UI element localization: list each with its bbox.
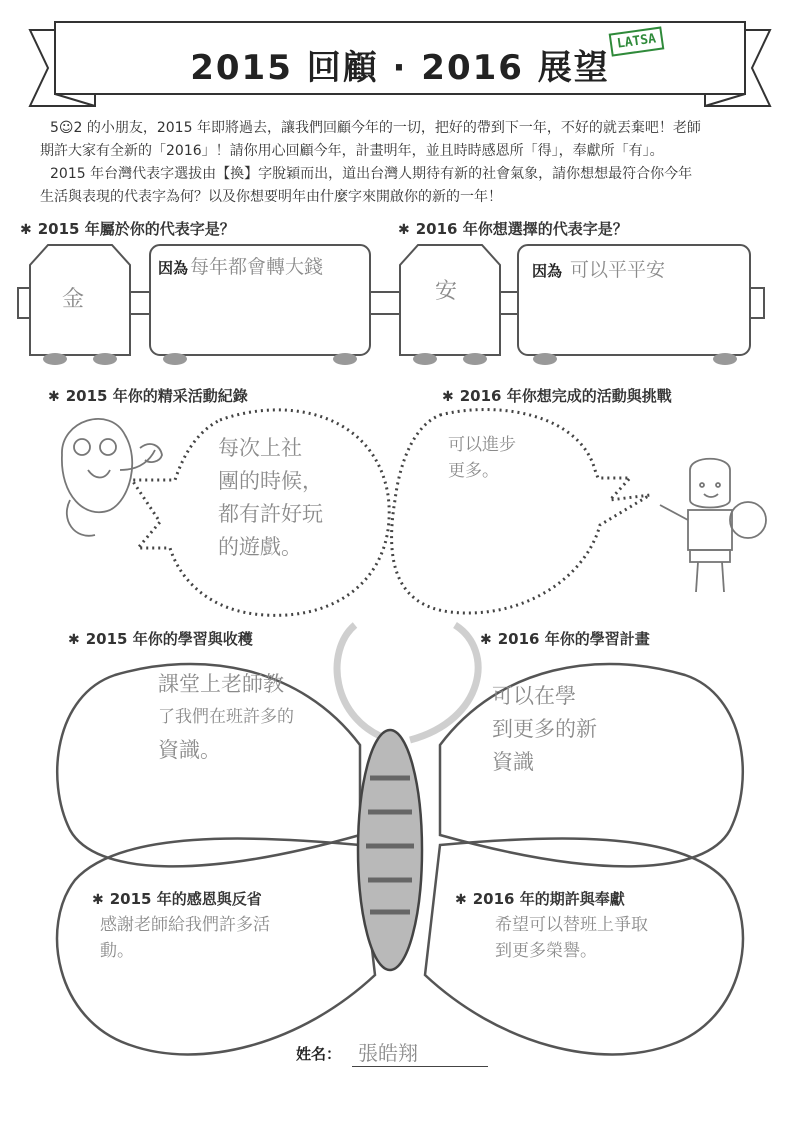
answer-line: 到更多榮譽。 <box>495 941 597 961</box>
section-hope-2016 <box>455 888 625 909</box>
section-label: 2015 年的感恩與反省 <box>109 890 262 908</box>
section-label: 2016 年你想完成的活動與挑戰 <box>459 387 672 405</box>
learning-2015-answer <box>158 668 294 767</box>
section-label: 2015 年屬於你的代表字是？ <box>37 220 235 238</box>
section-label: 2016 年的期許與奉獻 <box>472 890 625 908</box>
answer-line: 到更多的新 <box>492 717 597 741</box>
hope-2016-answer <box>495 912 648 964</box>
because-label: 因為 <box>532 262 563 280</box>
section-label: 2015 年你的精采活動紀錄 <box>65 387 248 405</box>
dog-character <box>62 419 162 536</box>
intro-line-2: 期許大家有全新的「2016」！請你用心回顧今年，計畫明年，並且時時感恩所「得」，奉獻所「有」。 <box>40 143 664 159</box>
section-label: 2015 年你的學習與收穫 <box>85 630 253 648</box>
name-field[interactable]: 張皓翔 <box>352 1037 488 1067</box>
answer-line: 每次上社 <box>218 436 302 460</box>
star-icon: ✱ <box>442 389 454 405</box>
intro-line-3: 2015 年台灣代表字選拔由【換】字脫穎而出，道出台灣人期待有新的社會氣象，請你想想最符合你今年 <box>50 166 693 182</box>
star-icon: ✱ <box>20 222 32 238</box>
intro-line-4: 生活與表現的代表字為何？以及你想要明年由什麼字來開啟你的新的一年！ <box>40 189 502 205</box>
star-icon: ✱ <box>480 632 492 648</box>
star-icon: ✱ <box>92 892 104 908</box>
gratitude-2015-answer <box>100 912 270 964</box>
answer-line: 資識。 <box>158 738 221 762</box>
section-label: 2016 年你的學習計畫 <box>497 630 650 648</box>
boy-character <box>660 459 766 592</box>
answer-line: 都有許好玩 <box>218 502 323 526</box>
reason-2015-answer: 每年都會轉大錢 <box>190 256 324 278</box>
activity-2015-answer <box>218 432 323 564</box>
reason-2016-answer: 可以平平安 <box>570 259 666 281</box>
section-learning-2015 <box>68 628 253 649</box>
answer-line: 動。 <box>100 941 134 961</box>
answer-line: 可以在學 <box>492 684 576 708</box>
answer-line: 感謝老師給我們許多活 <box>100 915 270 935</box>
page-title: 2015 回顧 · 2016 展望 <box>190 48 610 88</box>
word-2015-answer: 金 <box>62 287 85 312</box>
star-icon: ✱ <box>398 222 410 238</box>
butterfly-body <box>358 730 422 970</box>
star-icon: ✱ <box>68 632 80 648</box>
plan-2016-answer <box>492 680 597 779</box>
answer-line: 團的時候， <box>218 469 323 493</box>
school-stamp: LATSA <box>609 26 665 56</box>
answer-line: 可以進步 <box>448 435 516 455</box>
section-label: 2016 年你想選擇的代表字是？ <box>415 220 628 238</box>
section-gratitude-2015 <box>92 888 262 909</box>
challenge-2016-answer <box>448 432 516 484</box>
word-2016-answer: 安 <box>435 279 458 304</box>
name-label: 姓名： <box>296 1045 342 1063</box>
star-icon: ✱ <box>48 389 60 405</box>
answer-line: 資識 <box>492 750 534 774</box>
antenna-right <box>410 625 478 740</box>
challenge-2016-bubble <box>392 410 650 613</box>
section-plan-2016 <box>480 628 650 649</box>
answer-line: 課堂上老師教 <box>158 672 284 696</box>
answer-line: 希望可以替班上爭取 <box>495 915 648 935</box>
answer-line: 更多。 <box>448 461 499 481</box>
answer-line: 的遊戲。 <box>218 535 302 559</box>
because-label: 因為 <box>158 259 189 277</box>
intro-line-1: 5☺2 的小朋友，2015 年即將過去，讓我們回顧今年的一切，把好的帶到下一年，不好的就丟棄吧！老師 <box>50 120 701 136</box>
star-icon: ✱ <box>455 892 467 908</box>
answer-line: 了我們在班許多的 <box>158 707 294 727</box>
antenna-left <box>337 625 390 740</box>
